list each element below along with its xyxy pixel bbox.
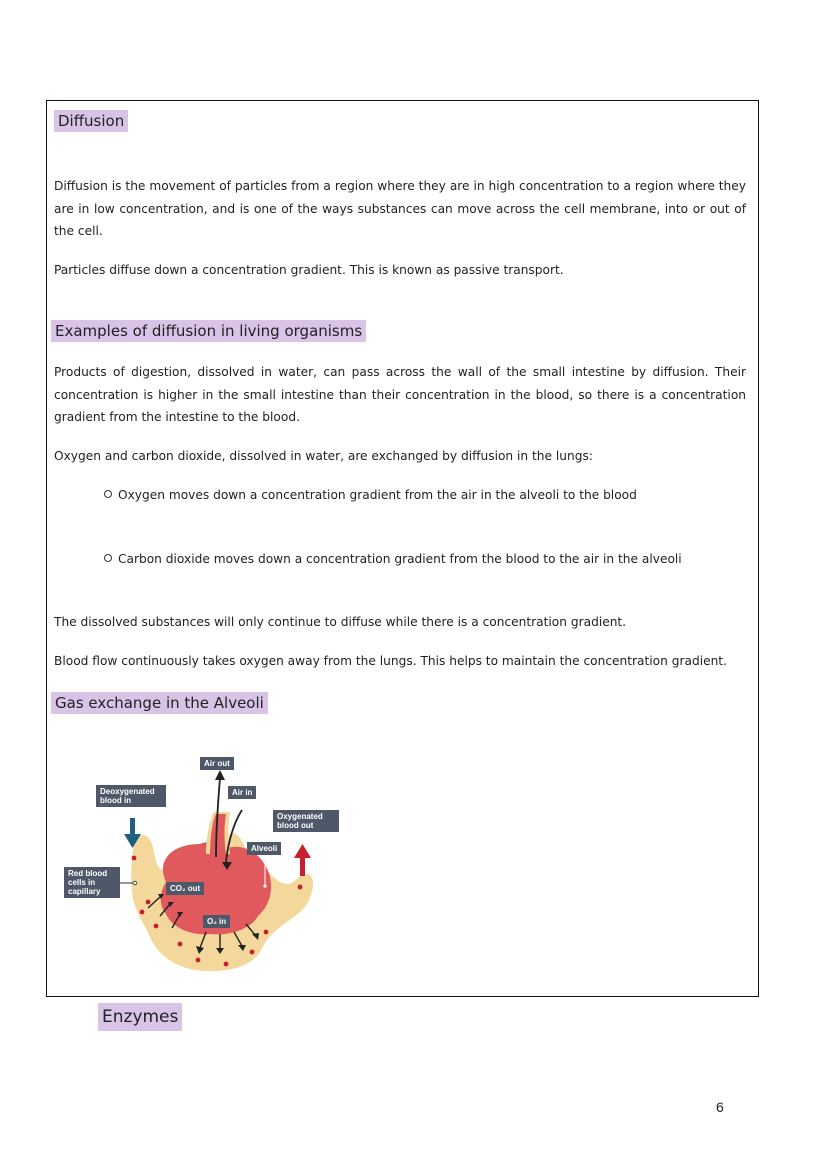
passive-transport-text: Particles diffuse down a concentration gradient. This is known as passive transport. (54, 263, 564, 277)
oxygenated-label: Oxygenated blood out (273, 810, 339, 832)
diffusion-heading: Diffusion (54, 110, 128, 132)
red-blood-cells-label: Red blood cells in capillary (64, 867, 120, 898)
gradient-continue-text: The dissolved substances will only continue to diffuse while there is a concentration gradient. (54, 615, 627, 629)
co2-out-label: CO₂ out (166, 882, 204, 895)
examples-heading: Examples of diffusion in living organisms (51, 320, 366, 342)
enzymes-heading: Enzymes (98, 1003, 182, 1031)
diffusion-definition: Diffusion is the movement of particles from a region where they are in high concentration to a region where they are in low concentration, and is one of the ways substances can move across the cell membrane, into or out of the cell. (54, 179, 746, 238)
digestion-paragraph: Products of digestion, dissolved in water, can pass across the wall of the small intestine by diffusion. Their concentration is higher in the small intestine than their concentration in the blood, so there is a concentration gradient from the intestine to the blood. (54, 365, 746, 424)
alveoli-label: Alveoli (247, 842, 281, 855)
page-number: 6 (716, 1099, 724, 1115)
bullet-circle-icon (104, 490, 112, 498)
bullet-carbon-dioxide-text: Carbon dioxide moves down a concentration gradient from the blood to the air in the alveoli (118, 552, 682, 566)
bullet-carbon-dioxide (104, 549, 682, 569)
air-out-arrowhead (215, 770, 225, 780)
air-out-label: Air out (200, 757, 234, 770)
gas-exchange-heading: Gas exchange in the Alveoli (51, 692, 268, 714)
bullet-circle-icon (104, 554, 112, 562)
air-in-label: Air in (228, 786, 256, 799)
oxygenated-arrow (294, 844, 311, 876)
alveolus-diagram (60, 752, 340, 977)
o2-in-label: O₂ in (203, 915, 230, 928)
bullet-oxygen (104, 485, 637, 505)
blood-flow-text: Blood flow continuously takes oxygen away from the lungs. This helps to maintain the concentration gradient. (54, 654, 727, 668)
deoxygenated-label: Deoxygenated blood in (96, 785, 166, 807)
lungs-intro: Oxygen and carbon dioxide, dissolved in water, are exchanged by diffusion in the lungs: (54, 449, 593, 463)
bullet-oxygen-text: Oxygen moves down a concentration gradient from the air in the alveoli to the blood (118, 488, 637, 502)
